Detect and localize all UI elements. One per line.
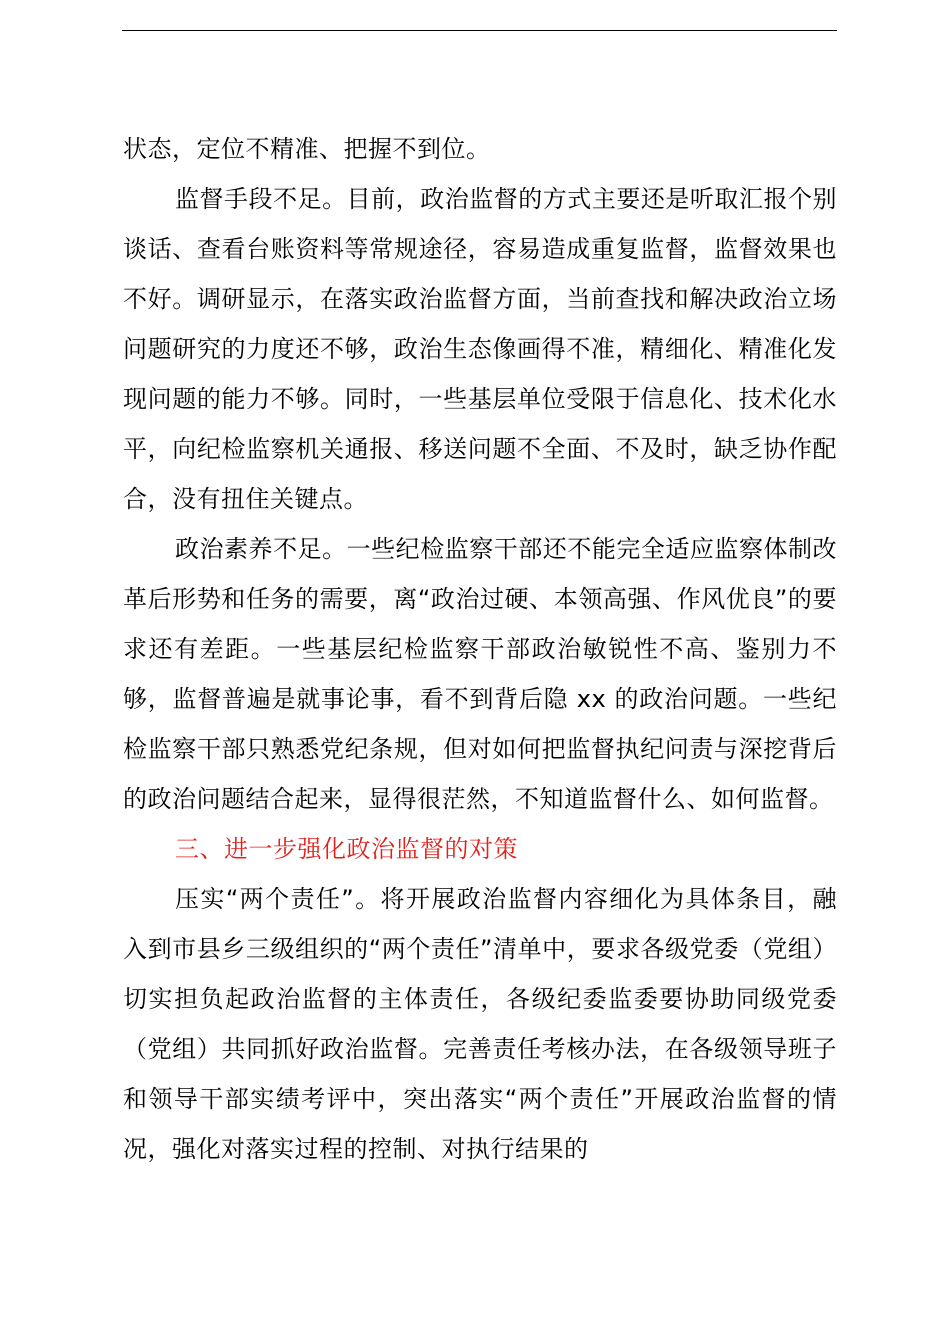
paragraph-continuation: 状态，定位不精准、把握不到位。 [123,135,491,163]
paragraph-two-responsibilities: 压实“两个责任”。将开展政治监督内容细化为具体条目，融入到市县乡三级组织的“两个责任”清单中，要求各级党委（党组）切实担负起政治监督的主体责任，各级纪委监委要协助同级党委（党组）共同抓好政治监督。完善责任考核办法，在各级领导班子和领导干部实绩考评中，突出落实“两个责任”开展政治监督的情况，强化对落实过程的控制、对执行结果的 [123,885,837,1163]
paragraph-supervision-means: 监督手段不足。目前，政治监督的方式主要还是听取汇报个别谈话、查看台账资料等常规途径，容易造成重复监督，监督效果也不好。调研显示，在落实政治监督方面，当前查找和解决政治立场问题研究的力度还不够，政治生态像画得不准，精细化、精准化发现问题的能力不够。同时，一些基层单位受限于信息化、技术化水平，向纪检监察机关通报、移送问题不全面、不及时，缺乏协作配合，没有扭住关键点。 [123,185,837,513]
header-rule [122,30,837,31]
section-heading-countermeasures: 三、进一步强化政治监督的对策 [175,835,518,863]
document-body [123,124,837,1174]
paragraph-political-literacy: 政治素养不足。一些纪检监察干部还不能完全适应监察体制改革后形势和任务的需要，离“政治过硬、本领高强、作风优良”的要求还有差距。一些基层纪检监察干部政治敏锐性不高、鉴别力不够，监督普遍是就事论事，看不到背后隐 xx 的政治问题。一些纪检监察干部只熟悉党纪条规，但对如何把监督执纪问责与深挖背后的政治问题结合起来，显得很茫然，不知道监督什么、如何监督。 [123,535,837,813]
